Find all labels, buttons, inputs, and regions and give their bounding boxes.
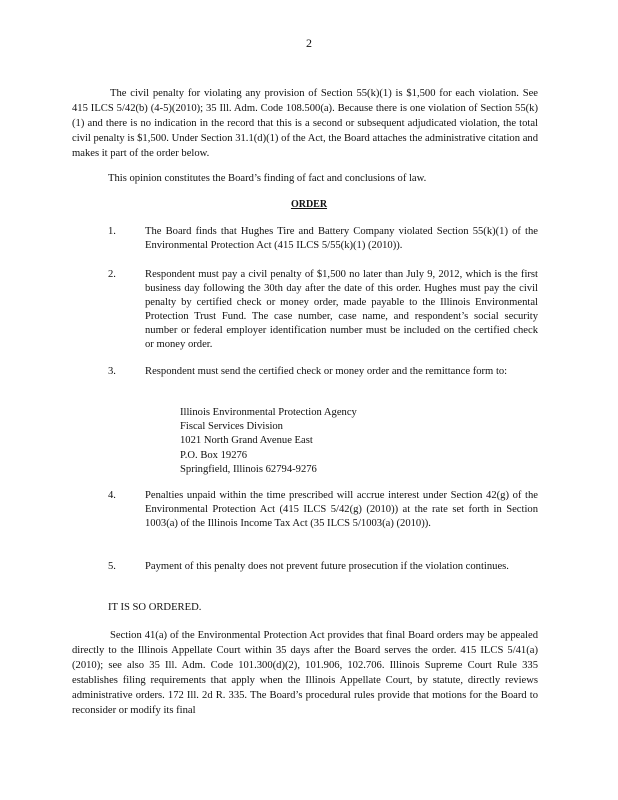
order-item-number: 5. bbox=[108, 561, 116, 572]
order-heading: ORDER bbox=[290, 199, 328, 210]
opinion-paragraph: This opinion constitutes the Board’s finding of fact and conclusions of law. bbox=[108, 173, 427, 184]
order-item-number: 3. bbox=[108, 366, 116, 377]
address-line: Fiscal Services Division bbox=[180, 421, 283, 433]
order-item-text: The Board finds that Hughes Tire and Battery Company violated Section 55(k)(1) of the Environmental Protection Act (415 ILCS 5/55(k)(1) (2010)). bbox=[145, 226, 538, 251]
order-item-number: 2. bbox=[108, 269, 116, 280]
order-item-text: Respondent must send the certified check or money order and the remittance form to: bbox=[145, 366, 508, 377]
address-line: Springfield, Illinois 62794-9276 bbox=[180, 463, 317, 475]
order-item-text: Payment of this penalty does not prevent future prosecution if the violation continues. bbox=[145, 561, 509, 572]
penalty-paragraph: The civil penalty for violating any provision of Section 55(k)(1) is $1,500 for each violation. See 415 ILCS 5/42(b) (4-5)(2010); 35 Ill. Adm. Code 108.500(a). Because there is one violation of Section 55(k)(1) and there is no indication in the record that this is a second or subsequent adjudicated violation, the total civil penalty is $1,500. Under Section 31.1(d)(1) of the Act, the Board attaches the administrative citation and makes it part of the order below. bbox=[72, 88, 538, 159]
appeal-paragraph: Section 41(a) of the Environmental Protection Act provides that final Board orders may be appealed directly to the Illinois Appellate Court within 35 days after the Board serves the order. 415 ILCS 5/41(a) (2010); see also 35 Ill. Adm. Code 101.300(d)(2), 101.906, 102.706. Illinois Supreme Court Rule 335 establishes filing requirements that apply when the Illinois Appellate Court, by statute, directly reviews administrative orders. 172 Ill. 2d R. 335. The Board’s procedural rules provide that motions for the Board to reconsider or modify its final bbox=[72, 630, 538, 716]
page-number: 2 bbox=[306, 36, 312, 50]
order-item-number: 4. bbox=[108, 490, 116, 501]
remittance-address bbox=[180, 406, 430, 477]
address-line: 1021 North Grand Avenue East bbox=[180, 435, 313, 447]
order-item-text: Penalties unpaid within the time prescribed will accrue interest under Section 42(g) of the Environmental Protection Act (415 ILCS 5/42(g) (2010)) at the rate set forth in Section 1003(a) of the Illinois Income Tax Act (35 ILCS 5/1003(a) (2010)). bbox=[145, 490, 538, 529]
address-line: P.O. Box 19276 bbox=[180, 449, 248, 461]
order-item-text: Respondent must pay a civil penalty of $1,500 no later than July 9, 2012, which is the first business day following the 30th day after the date of this order. Hughes must pay the civil penalty by certified check or money order, made payable to the Illinois Environmental Protection Trust Fund. The case number, case name, and respondent’s social security number or federal employer identification number must be included on the certified check or money order. bbox=[145, 269, 538, 350]
address-line: Illinois Environmental Protection Agency bbox=[180, 407, 357, 418]
order-item-number: 1. bbox=[108, 226, 116, 237]
so-ordered-line: IT IS SO ORDERED. bbox=[108, 602, 202, 613]
